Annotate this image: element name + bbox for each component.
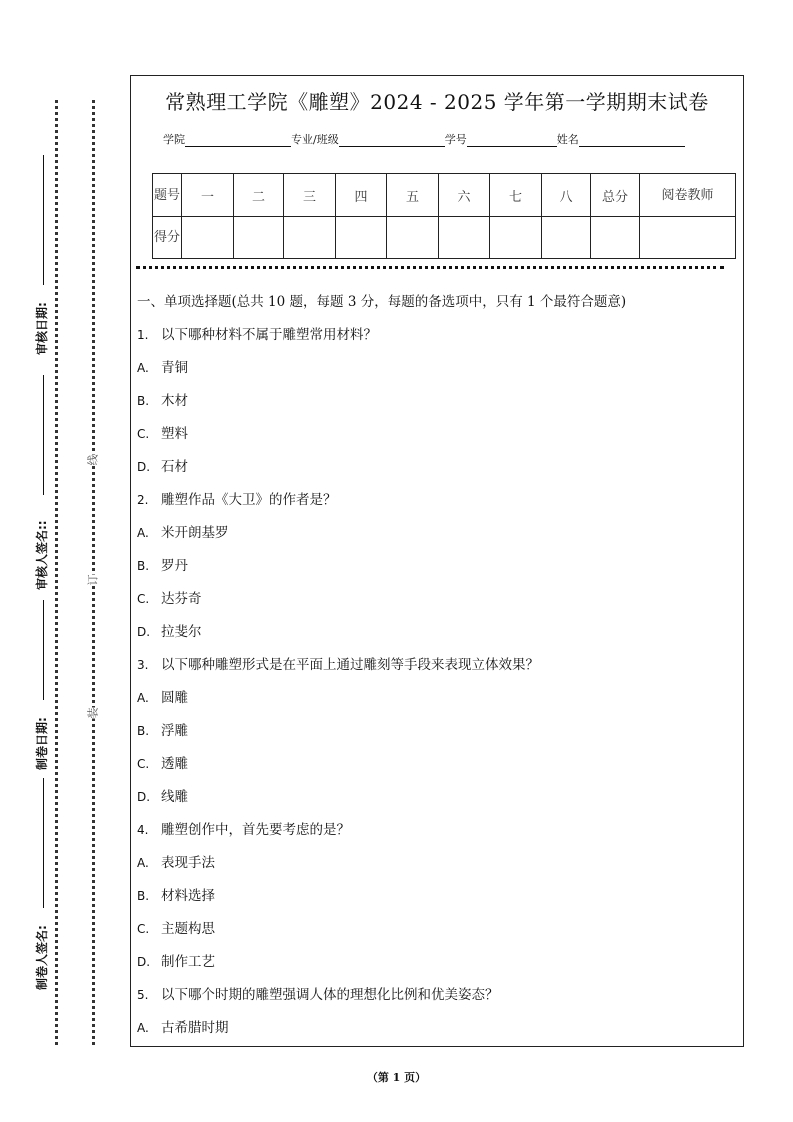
option-number: A. bbox=[137, 691, 149, 705]
option-text: 制作工艺 bbox=[161, 954, 215, 970]
option-number: D. bbox=[137, 460, 151, 474]
option-number: C. bbox=[137, 922, 150, 936]
section-heading-text: 一、单项选择题(总共 10 题，每题 3 分，每题的备选项中，只有 1 个最符合题意) bbox=[137, 294, 627, 310]
option-text: 青铜 bbox=[161, 360, 188, 376]
score-header-cell: 四 bbox=[336, 174, 387, 217]
question-number: 1. bbox=[137, 328, 149, 342]
question-number: 3. bbox=[137, 658, 149, 672]
score-cell[interactable] bbox=[591, 217, 640, 259]
option-number: B. bbox=[137, 559, 150, 573]
student-id-field[interactable] bbox=[467, 132, 557, 147]
major-field[interactable] bbox=[339, 132, 445, 147]
score-cell[interactable] bbox=[490, 217, 542, 259]
option[interactable] bbox=[137, 457, 188, 477]
option[interactable] bbox=[137, 391, 188, 411]
score-header-cell: 一 bbox=[182, 174, 234, 217]
option[interactable] bbox=[137, 523, 229, 543]
option[interactable] bbox=[137, 886, 215, 906]
option[interactable] bbox=[137, 754, 188, 774]
reviewer-sign-line bbox=[43, 375, 44, 495]
option-text: 主题构思 bbox=[161, 921, 215, 937]
binding-char-zhuang: 装 bbox=[86, 707, 100, 719]
question-number: 4. bbox=[137, 823, 149, 837]
option-text: 古希腊时期 bbox=[161, 1020, 229, 1036]
option[interactable] bbox=[137, 787, 188, 807]
option-text: 塑料 bbox=[161, 426, 188, 442]
question-text: 以下哪个时期的雕塑强调人体的理想化比例和优美姿态？ bbox=[161, 987, 499, 1003]
option-number: A. bbox=[137, 526, 149, 540]
name-label: 姓名 bbox=[556, 133, 579, 146]
review-date-label: 审核日期: bbox=[35, 302, 49, 355]
question-number: 5. bbox=[137, 988, 149, 1002]
score-header-cell: 二 bbox=[234, 174, 284, 217]
binding-dotted-line-outer bbox=[55, 100, 58, 1045]
reviewer-sign-label: 审核人签名:: bbox=[35, 520, 49, 590]
score-header-cell: 五 bbox=[387, 174, 439, 217]
binding-char-ding: 订 bbox=[86, 574, 100, 586]
option-text: 材料选择 bbox=[161, 888, 215, 904]
review-date-line bbox=[43, 155, 44, 285]
option-text: 圆雕 bbox=[161, 690, 188, 706]
option-number: C. bbox=[137, 427, 150, 441]
binding-dotted-line-inner bbox=[92, 100, 95, 1045]
option[interactable] bbox=[137, 556, 188, 576]
score-cell[interactable] bbox=[439, 217, 490, 259]
section-divider bbox=[136, 266, 724, 269]
question-text: 以下哪种雕塑形式是在平面上通过雕刻等手段来表现立体效果？ bbox=[161, 657, 539, 673]
option-text: 达芬奇 bbox=[161, 591, 202, 607]
option-text: 罗丹 bbox=[161, 558, 188, 574]
option-number: A. bbox=[137, 361, 149, 375]
option[interactable] bbox=[137, 952, 215, 972]
option-number: C. bbox=[137, 592, 150, 606]
page-number: （第 1 页） bbox=[366, 1071, 427, 1084]
score-header-cell: 六 bbox=[439, 174, 490, 217]
question bbox=[137, 985, 499, 1005]
major-label: 专业/班级 bbox=[291, 133, 339, 146]
binding-char-xian: 线 bbox=[86, 454, 100, 466]
score-header-cell: 三 bbox=[284, 174, 336, 217]
section-heading bbox=[137, 292, 626, 312]
score-header-cell: 八 bbox=[542, 174, 591, 217]
option[interactable] bbox=[137, 622, 202, 642]
option[interactable] bbox=[137, 919, 215, 939]
score-row-label: 得分 bbox=[153, 217, 182, 259]
question-text: 雕塑作品《大卫》的作者是？ bbox=[161, 492, 337, 508]
question bbox=[137, 325, 377, 345]
option[interactable] bbox=[137, 424, 188, 444]
option-text: 拉斐尔 bbox=[161, 624, 202, 640]
score-cell[interactable] bbox=[284, 217, 336, 259]
option-text: 米开朗基罗 bbox=[161, 525, 229, 541]
college-label: 学院 bbox=[163, 133, 185, 146]
maker-sign-line bbox=[43, 778, 44, 908]
option-number: D. bbox=[137, 790, 151, 804]
make-date-line bbox=[43, 600, 44, 700]
question-text: 以下哪种材料不属于雕塑常用材料？ bbox=[161, 327, 377, 343]
score-header-cell: 总分 bbox=[591, 174, 640, 217]
question-number: 2. bbox=[137, 493, 149, 507]
option-text: 石材 bbox=[161, 459, 188, 475]
option-text: 线雕 bbox=[161, 789, 188, 805]
option-text: 浮雕 bbox=[161, 723, 188, 739]
score-header-cell: 阅卷教师 bbox=[640, 174, 736, 217]
exam-title: 常熟理工学院《雕塑》2024 - 2025 学年第一学期期末试卷 bbox=[165, 90, 709, 114]
score-cell[interactable] bbox=[182, 217, 234, 259]
option[interactable] bbox=[137, 589, 202, 609]
score-header-cell: 七 bbox=[490, 174, 542, 217]
option-number: C. bbox=[137, 757, 150, 771]
option-number: A. bbox=[137, 1021, 149, 1035]
option-number: D. bbox=[137, 625, 151, 639]
name-field[interactable] bbox=[579, 132, 685, 147]
question bbox=[137, 490, 337, 510]
option-text: 木材 bbox=[161, 393, 188, 409]
maker-sign-label: 制卷人签名: bbox=[35, 925, 49, 990]
option[interactable] bbox=[137, 721, 188, 741]
option[interactable] bbox=[137, 358, 188, 378]
option[interactable] bbox=[137, 1018, 229, 1038]
question bbox=[137, 820, 350, 840]
score-table bbox=[152, 173, 736, 259]
option-number: B. bbox=[137, 394, 150, 408]
question bbox=[137, 655, 539, 675]
option-number: B. bbox=[137, 724, 150, 738]
score-cell[interactable] bbox=[336, 217, 387, 259]
student-info-fields bbox=[163, 131, 685, 147]
student-id-label: 学号 bbox=[444, 133, 467, 146]
option-text: 表现手法 bbox=[161, 855, 215, 871]
option[interactable] bbox=[137, 853, 215, 873]
option-number: B. bbox=[137, 889, 150, 903]
make-date-label: 制卷日期: bbox=[35, 717, 49, 770]
college-field[interactable] bbox=[185, 132, 291, 147]
score-cell[interactable] bbox=[387, 217, 439, 259]
option[interactable] bbox=[137, 688, 188, 708]
score-header-cell: 题号 bbox=[153, 174, 182, 217]
option-number: D. bbox=[137, 955, 151, 969]
option-text: 透雕 bbox=[161, 756, 188, 772]
question-text: 雕塑创作中，首先要考虑的是？ bbox=[161, 822, 350, 838]
score-cell[interactable] bbox=[234, 217, 284, 259]
score-cell[interactable] bbox=[640, 217, 736, 259]
option-number: A. bbox=[137, 856, 149, 870]
score-cell[interactable] bbox=[542, 217, 591, 259]
